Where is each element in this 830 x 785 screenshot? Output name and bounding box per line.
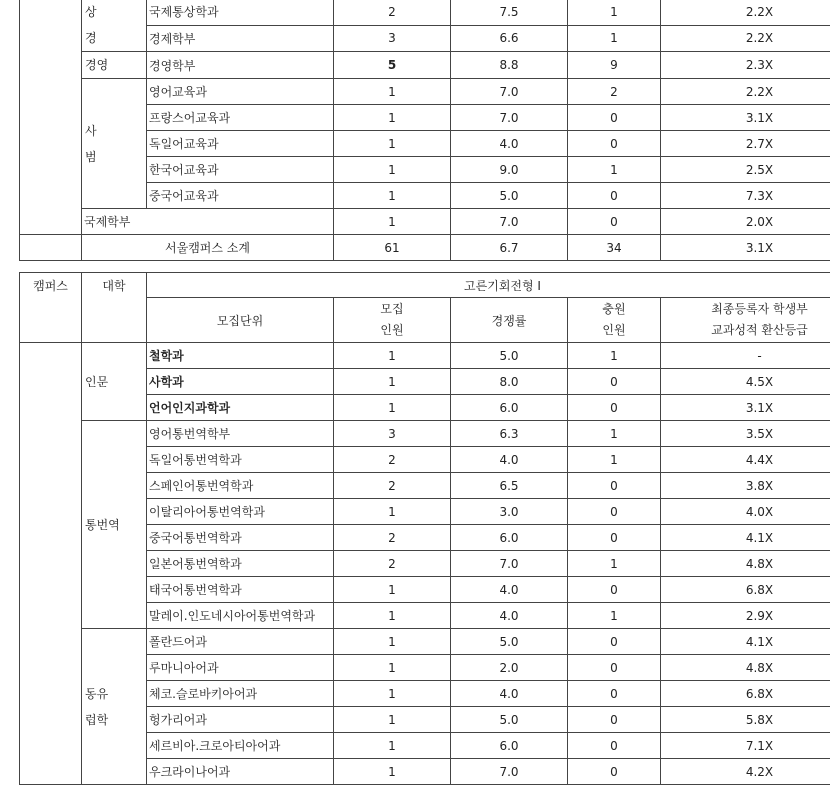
unit-name: 경영학부 [147, 52, 334, 79]
table-row [20, 421, 830, 447]
extra-count: 2 [568, 79, 661, 105]
college-cell: 상 경 [82, 0, 147, 52]
college-cell: 인문 [82, 343, 147, 421]
unit-name: 경제학부 [147, 25, 334, 52]
header-recruit-line1: 모집 [380, 302, 404, 316]
header-campus: 캠퍼스 [20, 273, 82, 343]
recruit-count: 5 [334, 52, 451, 79]
table-row [20, 209, 830, 235]
recruit-count: 1 [334, 105, 451, 131]
grade-value: 2.3X [661, 52, 830, 79]
unit-name: 국제통상학과 [147, 0, 334, 25]
unit-name: 한국어교육과 [147, 157, 334, 183]
unit-name: 독일어교육과 [147, 131, 334, 157]
competition-rate: 2.0 [451, 655, 568, 681]
competition-rate: 6.6 [451, 25, 568, 52]
extra-count: 1 [568, 157, 661, 183]
header-recruit-line2: 인원 [380, 323, 404, 337]
recruit-count: 1 [334, 733, 451, 759]
extra-count: 0 [568, 629, 661, 655]
grade-value: 4.8X [661, 655, 830, 681]
campus-cell [20, 235, 82, 261]
competition-rate: 4.0 [451, 681, 568, 707]
grade-value: 3.1X [661, 105, 830, 131]
competition-rate: 8.8 [451, 52, 568, 79]
unit-name: 영어통번역학부 [147, 421, 334, 447]
competition-rate: 7.0 [451, 79, 568, 105]
extra-count: 0 [568, 681, 661, 707]
grade-value: 2.5X [661, 157, 830, 183]
header-competition-rate: 경쟁률 [451, 298, 568, 343]
grade-value: 2.0X [661, 209, 830, 235]
competition-rate: 7.0 [451, 105, 568, 131]
grade-value: 2.2X [661, 79, 830, 105]
campus-cell [20, 0, 82, 235]
recruit-count: 2 [334, 447, 451, 473]
recruit-count: 1 [334, 577, 451, 603]
recruit-count: 1 [334, 759, 451, 785]
grade-value: - [661, 343, 830, 369]
grade-value: 4.5X [661, 369, 830, 395]
unit-name: 이탈리아어통번역학과 [147, 499, 334, 525]
recruit-count: 1 [334, 131, 451, 157]
extra-count: 9 [568, 52, 661, 79]
subtotal-row [20, 235, 830, 261]
grade-value: 2.7X [661, 131, 830, 157]
unit-name: 영어교육과 [147, 79, 334, 105]
recruit-count: 1 [334, 499, 451, 525]
unit-name: 헝가리어과 [147, 707, 334, 733]
extra-count: 0 [568, 525, 661, 551]
recruit-count: 3 [334, 421, 451, 447]
grade-value: 7.1X [661, 733, 830, 759]
extra-count: 0 [568, 369, 661, 395]
grade-value: 7.3X [661, 183, 830, 209]
competition-rate: 5.0 [451, 707, 568, 733]
table1-body [20, 0, 830, 261]
extra-count: 1 [568, 0, 661, 25]
grade-value: 4.1X [661, 629, 830, 655]
unit-name: 프랑스어교육과 [147, 105, 334, 131]
unit-name: 태국어통번역학과 [147, 577, 334, 603]
grade-value: 4.4X [661, 447, 830, 473]
extra-count: 1 [568, 25, 661, 52]
unit-name: 언어인지과학과 [147, 395, 334, 421]
competition-rate: 7.0 [451, 759, 568, 785]
extra-count: 0 [568, 655, 661, 681]
subtotal-recruit: 61 [334, 235, 451, 261]
extra-count: 1 [568, 343, 661, 369]
extra-count: 0 [568, 131, 661, 157]
table-row [20, 629, 830, 655]
recruit-count: 1 [334, 157, 451, 183]
unit-name: 중국어통번역학과 [147, 525, 334, 551]
unit-name: 일본어통번역학과 [147, 551, 334, 577]
competition-rate: 7.0 [451, 209, 568, 235]
extra-count: 0 [568, 395, 661, 421]
extra-count: 0 [568, 473, 661, 499]
unit-name: 세르비아.크로아티아어과 [147, 733, 334, 759]
grade-value: 4.1X [661, 525, 830, 551]
college-cell: 통번역 [82, 421, 147, 629]
header-grade-line1: 최종등록자 학생부 [711, 302, 808, 316]
recruit-count: 3 [334, 25, 451, 52]
college-cell: 경영 [82, 52, 147, 79]
header-extra [568, 298, 661, 343]
unit-name: 폴란드어과 [147, 629, 334, 655]
extra-count: 0 [568, 183, 661, 209]
header-grade-line2: 교과성적 환산등급 [711, 323, 808, 337]
grade-value: 4.8X [661, 551, 830, 577]
header-grade [661, 298, 830, 343]
grade-value: 5.8X [661, 707, 830, 733]
unit-name: 체코.슬로바키아어과 [147, 681, 334, 707]
unit-name: 루마니아어과 [147, 655, 334, 681]
unit-name: 독일어통번역학과 [147, 447, 334, 473]
recruit-count: 1 [334, 707, 451, 733]
grade-value: 3.1X [661, 395, 830, 421]
header-extra-line2: 인원 [602, 323, 626, 337]
recruit-count: 1 [334, 183, 451, 209]
subtotal-grade: 3.1X [661, 235, 830, 261]
table2-header [20, 273, 830, 343]
table-row [20, 79, 830, 105]
recruit-count: 2 [334, 0, 451, 25]
campus-cell [20, 343, 82, 785]
competition-rate: 9.0 [451, 157, 568, 183]
grade-value: 3.8X [661, 473, 830, 499]
unit-name: 우크라이나어과 [147, 759, 334, 785]
extra-count: 0 [568, 707, 661, 733]
grade-value: 6.8X [661, 577, 830, 603]
recruit-count: 1 [334, 79, 451, 105]
recruit-count: 2 [334, 525, 451, 551]
competition-rate: 6.5 [451, 473, 568, 499]
unit-name: 스페인어통번역학과 [147, 473, 334, 499]
recruit-count: 1 [334, 369, 451, 395]
recruit-count: 2 [334, 473, 451, 499]
header-unit: 모집단위 [147, 298, 334, 343]
header-admission-track: 고른기회전형 I [147, 273, 830, 298]
competition-rate: 8.0 [451, 369, 568, 395]
competition-rate: 6.0 [451, 525, 568, 551]
competition-rate: 4.0 [451, 447, 568, 473]
competition-rate: 4.0 [451, 577, 568, 603]
extra-count: 0 [568, 209, 661, 235]
competition-rate: 7.0 [451, 551, 568, 577]
recruit-count: 1 [334, 395, 451, 421]
admission-table-equal-opportunity [19, 272, 830, 785]
subtotal-rate: 6.7 [451, 235, 568, 261]
recruit-count: 1 [334, 603, 451, 629]
college-cell: 사 범 [82, 79, 147, 209]
competition-rate: 6.0 [451, 733, 568, 759]
header-extra-line1: 충원 [602, 302, 626, 316]
grade-value: 2.2X [661, 0, 830, 25]
subtotal-extra: 34 [568, 235, 661, 261]
grade-value: 2.9X [661, 603, 830, 629]
recruit-count: 1 [334, 629, 451, 655]
grade-value: 2.2X [661, 25, 830, 52]
competition-rate: 7.5 [451, 0, 568, 25]
extra-count: 0 [568, 105, 661, 131]
header-college: 대학 [82, 273, 147, 343]
extra-count: 1 [568, 603, 661, 629]
extra-count: 1 [568, 551, 661, 577]
unit-name: 사학과 [147, 369, 334, 395]
subtotal-label: 서울캠퍼스 소계 [82, 235, 334, 261]
extra-count: 0 [568, 759, 661, 785]
table-row [20, 52, 830, 79]
extra-count: 1 [568, 447, 661, 473]
grade-value: 3.5X [661, 421, 830, 447]
competition-rate: 4.0 [451, 603, 568, 629]
competition-rate: 6.3 [451, 421, 568, 447]
competition-rate: 6.0 [451, 395, 568, 421]
competition-rate: 5.0 [451, 183, 568, 209]
extra-count: 1 [568, 421, 661, 447]
grade-value: 4.2X [661, 759, 830, 785]
header-recruit [334, 298, 451, 343]
table-row [20, 0, 830, 25]
admission-table-seoul [19, 0, 830, 261]
extra-count: 0 [568, 499, 661, 525]
grade-value: 6.8X [661, 681, 830, 707]
extra-count: 0 [568, 733, 661, 759]
recruit-count: 2 [334, 551, 451, 577]
competition-rate: 4.0 [451, 131, 568, 157]
table-row [20, 343, 830, 369]
table2-body [20, 343, 830, 785]
college-cell: 국제학부 [82, 209, 334, 235]
extra-count: 0 [568, 577, 661, 603]
recruit-count: 1 [334, 209, 451, 235]
college-cell: 동유 럽학 [82, 629, 147, 785]
unit-name: 철학과 [147, 343, 334, 369]
competition-rate: 5.0 [451, 629, 568, 655]
grade-value: 4.0X [661, 499, 830, 525]
unit-name: 말레이.인도네시아어통번역학과 [147, 603, 334, 629]
recruit-count: 1 [334, 343, 451, 369]
competition-rate: 3.0 [451, 499, 568, 525]
unit-name: 중국어교육과 [147, 183, 334, 209]
competition-rate: 5.0 [451, 343, 568, 369]
recruit-count: 1 [334, 655, 451, 681]
recruit-count: 1 [334, 681, 451, 707]
